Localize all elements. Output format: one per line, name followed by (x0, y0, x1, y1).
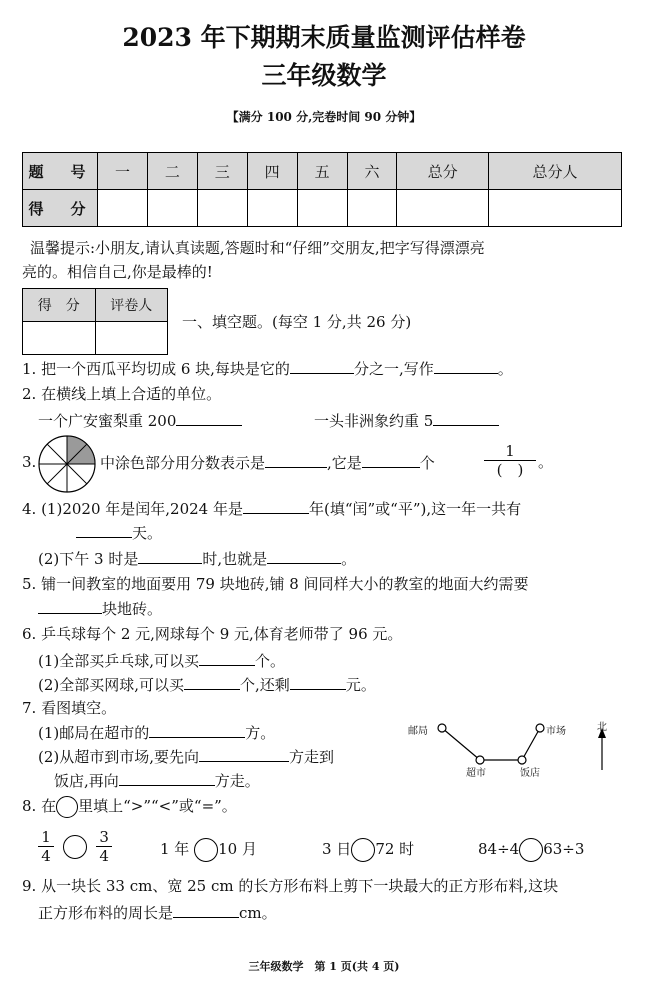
question-7c (54, 770, 260, 791)
map-label-supermarket: 超市 (466, 768, 486, 779)
answer-blank[interactable] (267, 548, 341, 564)
answer-blank[interactable] (76, 522, 132, 538)
question-2a (38, 410, 242, 431)
q1-text: 分之一,写作 (353, 360, 434, 378)
exam-note: 【满分 100 分,完卷时间 90 分钟】 (226, 110, 422, 124)
q6-text: (2)全部买网球,可以买 (38, 676, 185, 694)
score-cell[interactable] (297, 190, 347, 227)
grader-header-cell: 得 分 (23, 289, 96, 322)
q3-frac-top: 1 (505, 442, 515, 460)
q8-right: 63÷3 (543, 840, 585, 858)
answer-blank[interactable] (265, 452, 327, 468)
answer-blank[interactable] (290, 674, 346, 690)
q8-item-4 (478, 838, 584, 862)
q6-text: 个。 (255, 652, 286, 670)
q8-text: 里填上“>”“<”或“=”。 (78, 797, 237, 815)
score-header-cell: 六 (347, 153, 397, 190)
answer-blank[interactable] (138, 548, 202, 564)
answer-blank[interactable] (176, 410, 242, 426)
page-footer: 三年级数学 第 1 页(共 4 页) (248, 960, 400, 973)
score-header-cell: 五 (297, 153, 347, 190)
question-2b (314, 410, 499, 431)
answer-blank[interactable] (119, 770, 215, 786)
q8-right: 10 月 (218, 840, 257, 858)
score-header-cell: 题 号 (23, 153, 98, 190)
frac-top: 3 (99, 828, 109, 846)
q3-frac-bottom: ( ) (496, 461, 524, 479)
q9-text: 正方形布料的周长是 (38, 904, 174, 922)
q2a-text: 一个广安蜜梨重 200 (38, 412, 177, 430)
score-header-cell: 总分人 (488, 153, 621, 190)
q8-fraction-left (38, 828, 54, 865)
question-2-stem: 2. 在横线上填上合适的单位。 (22, 385, 222, 403)
answer-circle[interactable] (351, 838, 375, 862)
answer-blank[interactable] (199, 650, 255, 666)
q7-text: 方走到 (289, 748, 335, 766)
score-cell[interactable] (397, 190, 488, 227)
score-cell[interactable] (147, 190, 197, 227)
answer-blank[interactable] (433, 410, 499, 426)
q3-end: 。 (538, 453, 554, 471)
q6-text: (1)全部买乒乓球,可以买 (38, 652, 200, 670)
q2b-text: 一头非洲象约重 5 (314, 412, 434, 430)
answer-blank[interactable] (362, 452, 420, 468)
score-cell[interactable] (488, 190, 621, 227)
q8-fraction-right (96, 828, 112, 865)
answer-circle[interactable] (194, 838, 218, 862)
question-6b (38, 674, 376, 695)
exam-subtitle: 三年级数学 (261, 61, 387, 90)
q8-item-3 (322, 838, 414, 862)
answer-blank[interactable] (199, 746, 289, 762)
q9-text: cm。 (239, 904, 277, 922)
map-label-post-office: 邮局 (408, 726, 428, 737)
score-cell[interactable] (197, 190, 247, 227)
score-cell[interactable] (98, 190, 148, 227)
tip-line-1: 温馨提示:小朋友,请认真读题,答题时和“仔细”交朋友,把字写得漂漂亮 (30, 239, 485, 257)
q4-text: 。 (341, 550, 357, 568)
q1-text: 1. 把一个西瓜平均切成 6 块,每块是它的 (22, 360, 290, 378)
answer-blank[interactable] (149, 722, 245, 738)
frac-top: 1 (41, 828, 51, 846)
question-7-stem: 7. 看图填空。 (22, 699, 117, 717)
q1-text: 。 (497, 360, 513, 378)
pie-circle-figure (37, 434, 97, 494)
q8-item-1 (38, 828, 112, 865)
compare-circle-icon (56, 796, 78, 818)
grader-header-cell: 评卷人 (95, 289, 168, 322)
q7-text: 饭店,再向 (54, 772, 119, 790)
q6-text: 个,还剩 (240, 676, 290, 694)
question-5-cont (38, 598, 162, 619)
q8-right: 72 时 (375, 840, 415, 858)
q7-text: 方走。 (214, 772, 260, 790)
question-4a (22, 498, 521, 519)
question-1 (22, 358, 513, 379)
map-label-hotel: 饭店 (520, 768, 540, 779)
score-header-cell: 总分 (397, 153, 488, 190)
question-9-cont (38, 902, 277, 923)
answer-blank[interactable] (290, 358, 354, 374)
q8-left: 84÷4 (478, 840, 520, 858)
q4-text: 年(填“闰”或“平”),这一年一共有 (308, 500, 522, 518)
score-header-cell: 三 (197, 153, 247, 190)
question-6-stem: 6. 乒乓球每个 2 元,网球每个 9 元,体育老师带了 96 元。 (22, 625, 403, 643)
answer-circle[interactable] (63, 835, 87, 859)
q4-text: 天。 (132, 524, 163, 542)
score-cell[interactable] (347, 190, 397, 227)
q8-left: 3 日 (322, 840, 352, 858)
q3-number: 3. (22, 453, 37, 471)
grader-table (22, 288, 168, 355)
q5-text: 块地砖。 (102, 600, 163, 618)
q3-text: ,它是 (327, 454, 362, 472)
q4-text: 4. (1)2020 年是闰年,2024 年是 (22, 500, 243, 518)
section-title: 一、填空题。(每空 1 分,共 26 分) (182, 313, 412, 331)
question-4a-cont (76, 522, 162, 543)
q7-text: 方。 (245, 724, 276, 742)
frac-bottom: 4 (99, 847, 109, 865)
answer-blank[interactable] (243, 498, 309, 514)
score-row-label: 得 分 (23, 190, 98, 227)
question-5: 5. 铺一间教室的地面要用 79 块地砖,铺 8 间同样大小的教室的地面大约需要 (22, 575, 529, 593)
q3-fraction (484, 442, 536, 479)
q3-text: 中涂色部分用分数表示是 (100, 454, 266, 472)
q4-text: 时,也就是 (202, 550, 268, 568)
answer-blank[interactable] (184, 674, 240, 690)
q8-left: 1 年 (160, 840, 190, 858)
q7-text: (2)从超市到市场,要先向 (38, 748, 200, 766)
question-3 (100, 452, 435, 473)
frac-bottom: 4 (41, 847, 51, 865)
q4-text: (2)下午 3 时是 (38, 550, 139, 568)
map-label-north: 北 (597, 722, 607, 733)
q7-text: (1)邮局在超市的 (38, 724, 150, 742)
question-4b (38, 548, 356, 569)
question-6a (38, 650, 285, 671)
map-figure (404, 716, 624, 782)
score-table (22, 152, 622, 227)
q3-text: 个 (419, 454, 435, 472)
question-7b (38, 746, 334, 767)
map-label-market: 市场 (546, 726, 566, 737)
question-8-stem (22, 796, 237, 818)
answer-blank[interactable] (38, 598, 102, 614)
answer-circle[interactable] (519, 838, 543, 862)
score-header-cell: 四 (247, 153, 297, 190)
answer-blank[interactable] (434, 358, 498, 374)
score-header-cell: 二 (147, 153, 197, 190)
grader-cell[interactable] (23, 322, 96, 355)
tip-line-2: 亮的。相信自己,你是最棒的! (22, 263, 213, 281)
grader-cell[interactable] (95, 322, 168, 355)
question-7a (38, 722, 275, 743)
score-header-cell: 一 (98, 153, 148, 190)
question-9: 9. 从一块长 33 cm、宽 25 cm 的长方形布料上剪下一块最大的正方形布料,这块 (22, 877, 559, 895)
q6-text: 元。 (345, 676, 376, 694)
exam-title: 2023 年下期期末质量监测评估样卷 (122, 23, 526, 52)
q8-item-2 (160, 838, 257, 862)
score-cell[interactable] (247, 190, 297, 227)
answer-blank[interactable] (173, 902, 239, 918)
q8-text: 8. 在 (22, 797, 57, 815)
